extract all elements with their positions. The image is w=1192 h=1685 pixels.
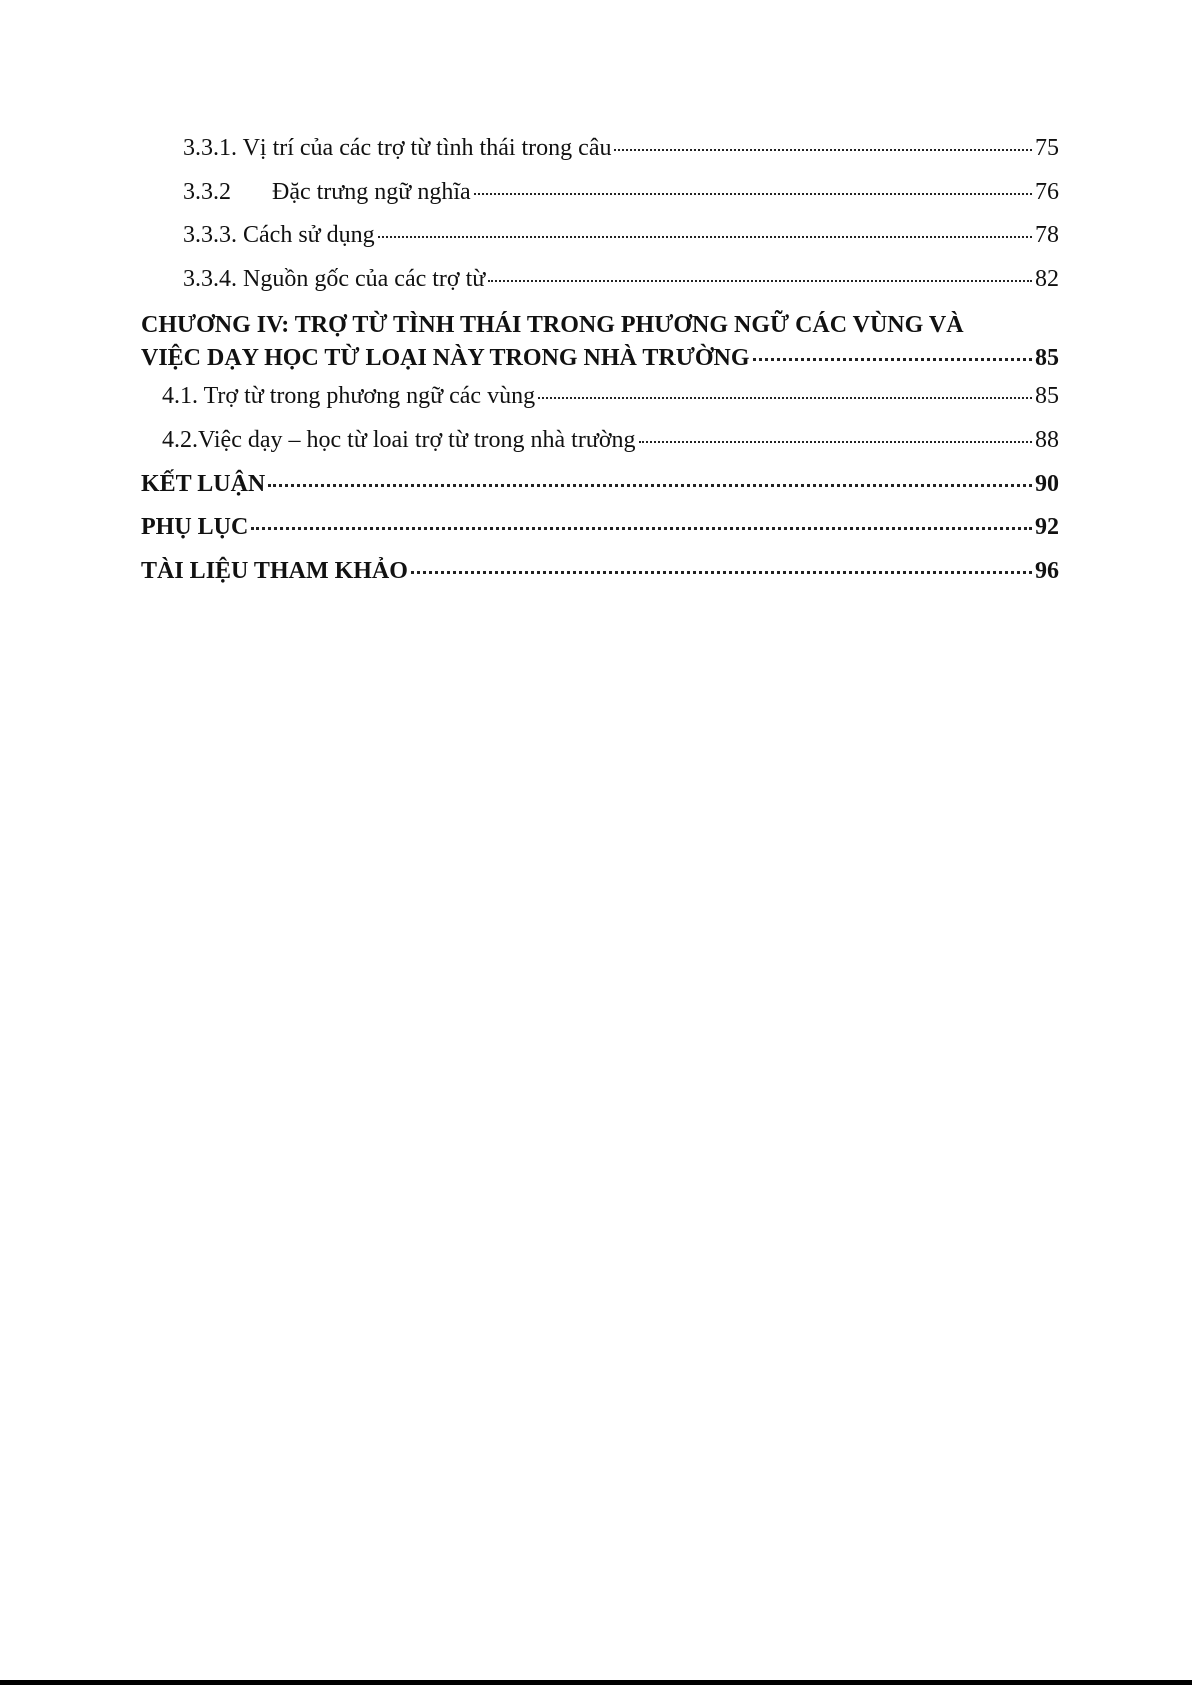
dot-leader: [378, 236, 1032, 238]
toc-entry-label: 3.3.1. Vị trí của các trợ từ tình thái trong câu: [183, 135, 612, 161]
toc-entry-3-3-4[interactable]: [141, 266, 1059, 310]
table-of-contents: [141, 135, 1059, 601]
toc-entry-4-1[interactable]: [141, 383, 1059, 427]
toc-entry-label: 4.1. Trợ từ trong phương ngữ các vùng: [162, 383, 536, 410]
toc-entry-label: 3.3.4. Nguồn gốc của các trợ từ: [183, 265, 486, 292]
toc-entry-label: Đặc trưng ngữ nghĩa: [272, 178, 471, 205]
toc-entry-label: KẾT LUẬN: [141, 470, 266, 497]
toc-entry-chapter-4[interactable]: [141, 309, 1059, 375]
toc-page-number: 82: [1035, 265, 1059, 292]
dot-leader: [251, 527, 1032, 530]
page-bottom-border: [0, 1680, 1192, 1685]
chapter-title-line-2: VIỆC DẠY HỌC TỪ LOẠI NÀY TRONG NHÀ TRƯỜNG: [141, 345, 750, 372]
toc-page-number: 76: [1035, 178, 1059, 205]
toc-page-number: 92: [1035, 514, 1059, 541]
dot-leader: [538, 397, 1032, 399]
dot-leader: [268, 484, 1032, 487]
toc-entry-4-2[interactable]: [141, 427, 1059, 471]
toc-entry-3-3-3[interactable]: [141, 222, 1059, 266]
dot-leader: [488, 280, 1032, 282]
chapter-title-line-1: CHƯƠNG IV: TRỢ TỪ TÌNH THÁI TRONG PHƯƠNG NGỮ CÁC VÙNG VÀ: [141, 312, 964, 339]
toc-entry-number: 3.3.2: [183, 178, 231, 205]
toc-page-number: 88: [1035, 426, 1059, 453]
dot-leader: [639, 441, 1032, 443]
toc-entry-appendix[interactable]: [141, 514, 1059, 558]
dot-leader: [753, 358, 1033, 361]
toc-entry-3-3-1[interactable]: [141, 135, 1059, 179]
toc-entry-conclusion[interactable]: [141, 471, 1059, 515]
toc-entry-label: 4.2.Việc dạy – học từ loai trợ từ trong nhà trường: [162, 426, 636, 453]
toc-entry-label: PHỤ LỤC: [141, 514, 249, 541]
toc-page-number: 85: [1035, 345, 1059, 372]
toc-page-number: 85: [1035, 383, 1059, 410]
toc-page-number: 75: [1035, 135, 1059, 161]
toc-entry-label: TÀI LIỆU THAM KHẢO: [141, 557, 408, 584]
toc-page-number: 96: [1035, 557, 1059, 584]
toc-entry-3-3-2[interactable]: [141, 179, 1059, 223]
toc-page-number: 78: [1035, 222, 1059, 249]
dot-leader: [474, 193, 1032, 195]
toc-page-number: 90: [1035, 470, 1059, 497]
toc-entry-label: 3.3.3. Cách sử dụng: [183, 222, 375, 249]
dot-leader: [411, 571, 1032, 574]
toc-entry-references[interactable]: [141, 558, 1059, 602]
dot-leader: [614, 149, 1032, 151]
